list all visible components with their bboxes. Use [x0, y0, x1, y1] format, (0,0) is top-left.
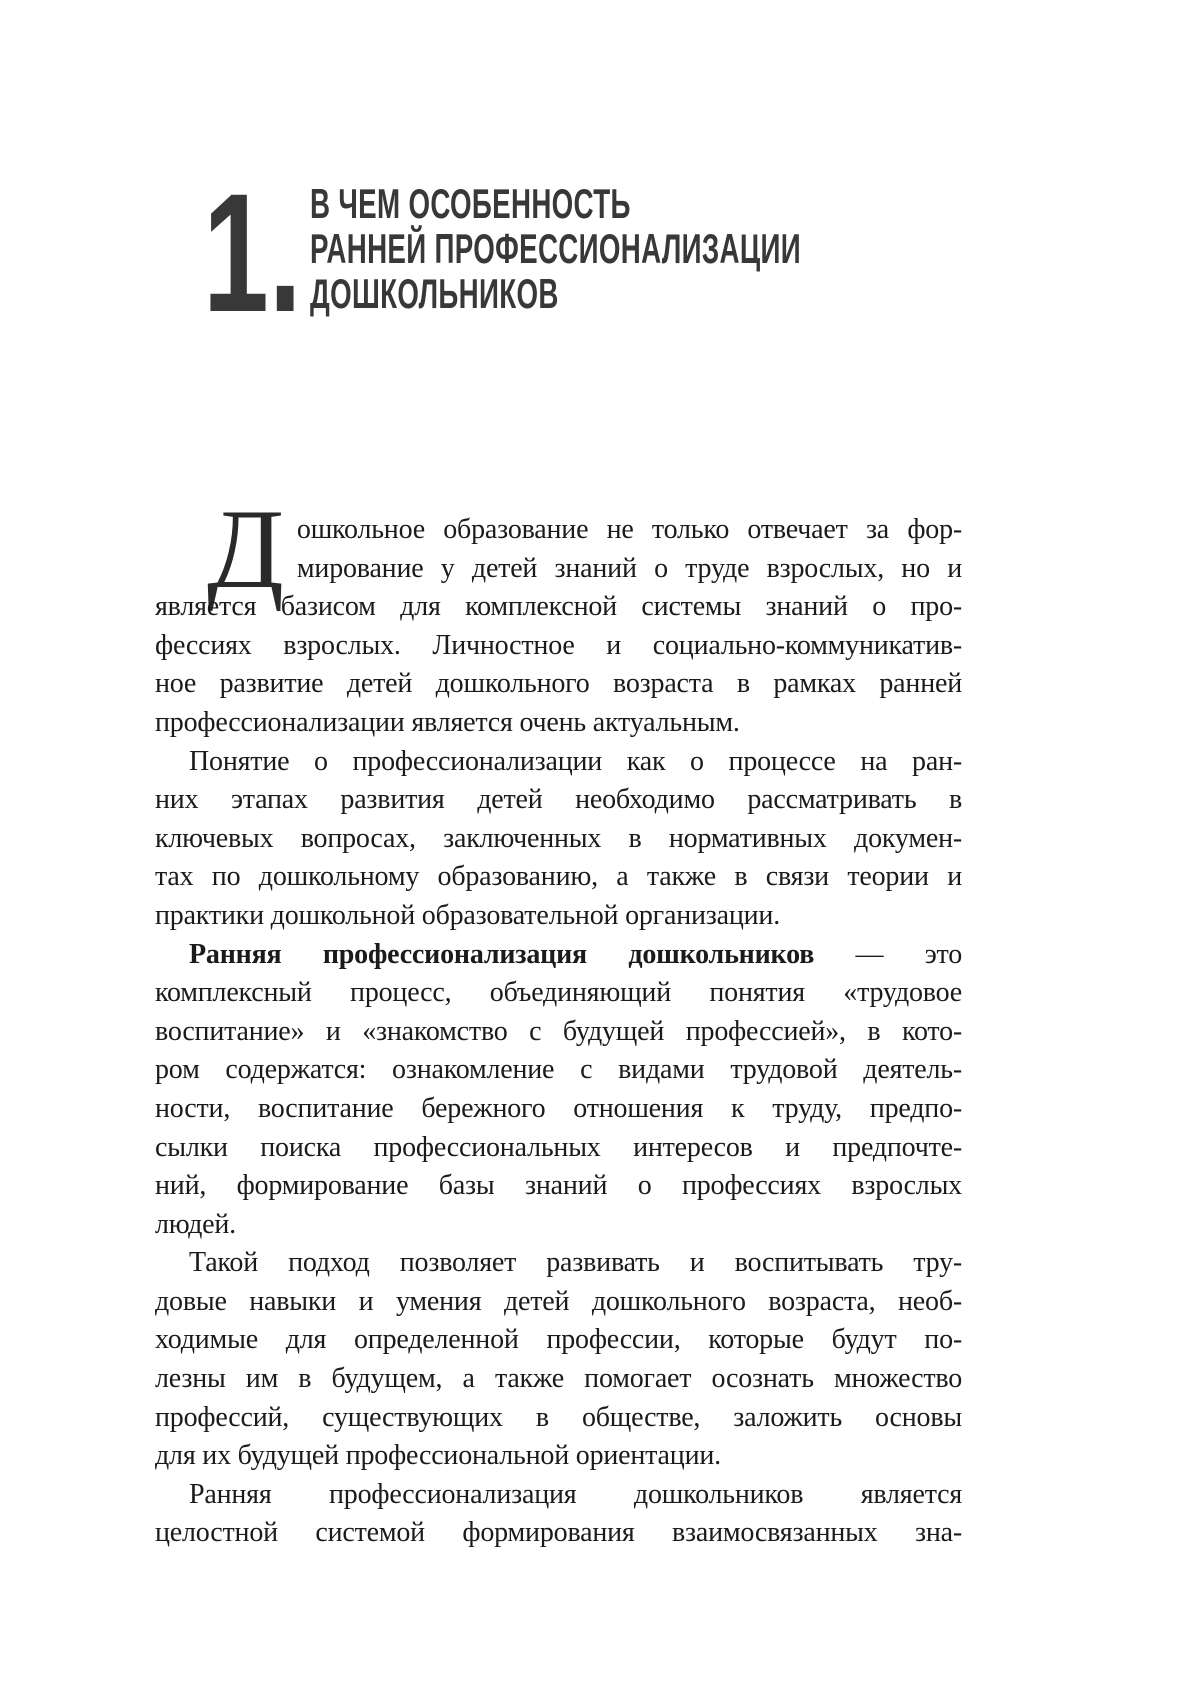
text-line — [155, 743, 962, 782]
text-line — [155, 858, 962, 897]
chapter-title-line-2: РАННЕЙ ПРОФЕССИОНАЛИЗАЦИИ — [310, 225, 801, 272]
text-line — [155, 1437, 962, 1476]
text-line — [155, 1013, 962, 1052]
text-segment: ром содержатся: ознакомление с видами трудовой деятель- — [155, 1054, 962, 1086]
text-segment: лезны им в будущем, а также помогает осознать множество — [155, 1363, 962, 1395]
text-segment: ное развитие детей дошкольного возраста в рамках ранней — [155, 668, 962, 700]
text-line — [155, 1399, 962, 1438]
body-text — [155, 487, 962, 1553]
text-line — [155, 1206, 962, 1245]
text-line — [155, 665, 962, 704]
text-segment: ключевых вопросах, заключенных в нормативных докумен- — [155, 822, 962, 854]
bold-term: Ранняя профессионализация дошкольников — [189, 938, 815, 970]
paragraph — [155, 743, 962, 936]
text-segment: воспитание» и «знакомство с будущей профессией», в кото- — [155, 1015, 962, 1047]
text-line — [155, 1283, 962, 1322]
text-segment: профессий, существующих в обществе, заложить основы — [155, 1401, 962, 1433]
text-line — [155, 936, 962, 975]
text-segment: Такой подход позволяет развивать и воспитывать тру- — [189, 1247, 962, 1279]
text-line — [155, 588, 962, 627]
text-segment: фессиях взрослых. Личностное и социально-коммуникатив- — [155, 629, 962, 661]
text-line — [155, 1360, 962, 1399]
chapter-title — [310, 181, 801, 316]
paragraph — [155, 1476, 962, 1553]
text-line — [155, 1321, 962, 1360]
text-segment: — это — [814, 938, 962, 970]
text-segment: тах по дошкольному образованию, а также в связи теории и — [155, 861, 962, 893]
paragraph — [155, 1244, 962, 1476]
text-segment: Понятие о профессионализации как о процессе на ран- — [189, 745, 962, 777]
text-line — [155, 1051, 962, 1090]
text-segment: ходимые для определенной профессии, которые будут по- — [155, 1324, 962, 1356]
text-line — [155, 704, 962, 743]
text-segment: них этапах развития детей необходимо рассматривать в — [155, 784, 962, 816]
text-line — [155, 1244, 962, 1283]
text-segment: целостной системой формирования взаимосвязанных зна- — [155, 1517, 962, 1549]
text-segment: Ранняя профессионализация дошкольников является — [189, 1478, 962, 1510]
text-line — [155, 974, 962, 1013]
paragraph — [155, 487, 962, 743]
text-segment: комплексный процесс, объединяющий понятия «трудовое — [155, 977, 962, 1009]
text-segment: профессионализации является очень актуальным. — [155, 706, 740, 738]
text-segment: ошкольное образование не только отвечает за фор- — [296, 514, 962, 545]
text-segment: ний, формирование базы знаний о профессиях взрослых — [155, 1170, 962, 1202]
text-segment: практики дошкольной образовательной организации. — [155, 899, 781, 931]
text-line — [155, 627, 962, 666]
text-segment: людей. — [155, 1208, 236, 1240]
chapter-title-line-3: ДОШКОЛЬНИКОВ — [310, 270, 559, 317]
text-line — [155, 1476, 962, 1515]
text-segment: довые навыки и умения детей дошкольного возраста, необ- — [155, 1285, 962, 1317]
text-segment: ности, воспитание бережного отношения к труду, предпо- — [155, 1092, 962, 1124]
text-line — [155, 1167, 962, 1206]
chapter-number: 1. — [203, 158, 302, 347]
paragraph — [155, 936, 962, 1245]
text-line — [155, 1514, 962, 1553]
text-segment: является базисом для комплексной системы знаний о про- — [155, 591, 962, 623]
text-line — [155, 1090, 962, 1129]
text-line — [155, 1129, 962, 1168]
dropcap-letter: Д — [207, 487, 284, 612]
chapter-title-line-1: В ЧЕМ ОСОБЕННОСТЬ — [310, 180, 631, 227]
text-line — [155, 820, 962, 859]
text-segment: сылки поиска профессиональных интересов и предпочте- — [155, 1131, 962, 1163]
text-line — [155, 781, 962, 820]
text-segment: мирование у детей знаний о труде взрослых, но и — [296, 552, 962, 584]
text-segment: для их будущей профессиональной ориентации. — [155, 1440, 721, 1472]
text-line — [155, 897, 962, 936]
